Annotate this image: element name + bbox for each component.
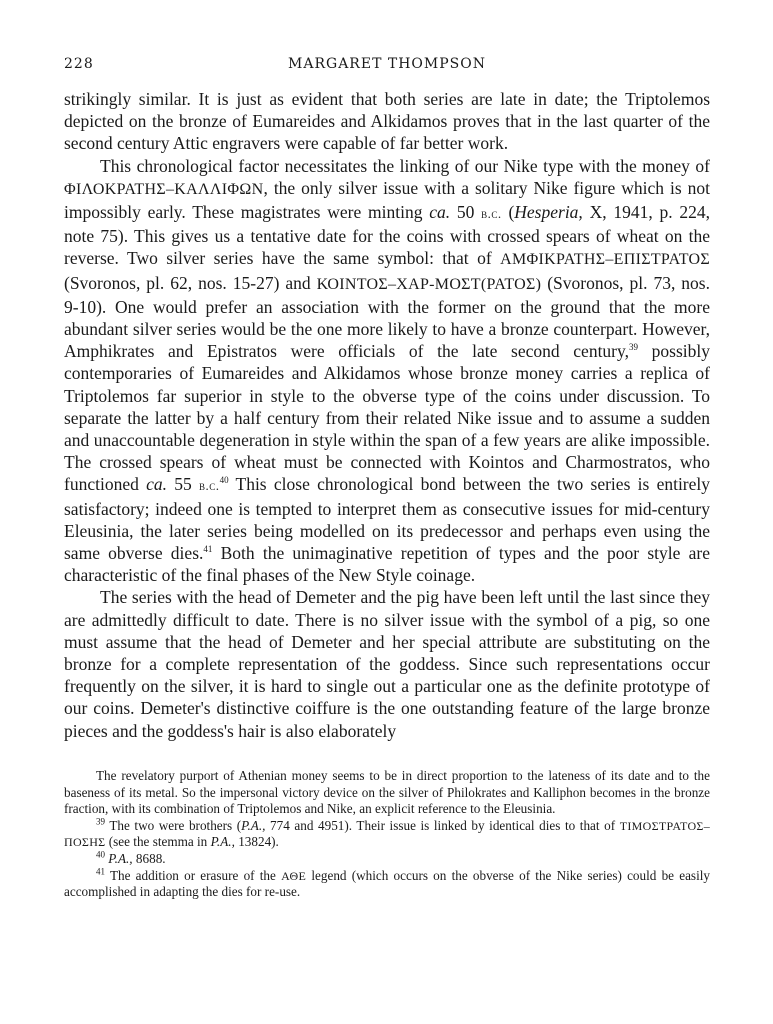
running-title: MARGARET THOMPSON	[288, 56, 486, 72]
footnote-text: 8688.	[132, 850, 166, 866]
paragraph-text: This chronological factor necessitates the linking of our Nike type with the money of	[100, 155, 710, 176]
italic-text: ca.	[146, 474, 168, 495]
footnote-ref-40[interactable]: 40	[219, 475, 229, 486]
running-head	[64, 56, 710, 76]
footnote-40	[64, 851, 710, 868]
greek-legend: ΑΜΦΙΚΡΑΤΗΣ–ΕΠΙΣΤΡΑΤΟΣ	[500, 251, 710, 269]
footnote-number: 39	[96, 816, 105, 827]
paragraph-text: 50	[450, 202, 482, 223]
footnote-text: The addition or erasure of the	[105, 867, 282, 883]
paragraph-text: possibly contemporaries of Eumareides and Alkidamos whose bronze money carries a replica of Triptolemos far superior in style to the obverse type of the coins under discussion. To separate the latter by a half century from their related Nike issue and to assume a sudden and unaccountable degeneration in style within the span of a few years are alike impossible. The crossed spears of wheat must be connected with Kointos and Charmostratos, who functioned	[64, 341, 710, 495]
italic-text: ca.	[429, 202, 451, 223]
italic-text: P.A.,	[210, 834, 235, 850]
journal-title: Hesperia,	[514, 202, 583, 223]
paragraph-1	[64, 88, 710, 155]
greek-legend: ΦΙΛΟΚΡΑΤΗΣ–ΚΑΛΛΙΦΩΝ	[64, 180, 264, 198]
footnote-ref-41[interactable]: 41	[203, 544, 213, 555]
era-abbrev: b.c.	[481, 206, 502, 222]
greek-legend: ΑΘΕ	[281, 868, 307, 883]
paragraph-text: strikingly similar. It is just as evident that both series are late in date; the Triptolemos depicted on the bronze of Eumareides and Alkidamos proves that in the last quarter of the second century Attic engravers were capable of far better work.	[64, 89, 710, 154]
paragraph-text: X, 1941, p. 224, note 75). This gives us a tentative date for the coins with crossed spears of wheat on the reverse. Two silver series have the same symbol: that of	[64, 202, 711, 269]
footnote-text: The revelatory purport of Athenian money seems to be in direct proportion to the lateness of its date and to the baseness of its metal. So the impersonal victory device on the silver of Philokrates and Kalliphon becomes in the bronze fraction, with its combination of Triptolemos and Nike, an explicit reference to the Eleusinia.	[64, 768, 710, 817]
body-text	[64, 88, 710, 742]
footnote-text: (see the stemma in	[105, 834, 211, 850]
footnote-39	[64, 818, 710, 851]
footnote-text: legend (which occurs on the obverse of the Nike series) could be easily accomplished in adapting the dies for re-use.	[64, 867, 710, 900]
paragraph-text: Both the unimaginative repetition of types and the poor style are characteristic of the final phases of the New Style coinage.	[64, 543, 710, 586]
footnote-text: The two were brothers (	[105, 817, 242, 833]
footnote-ref-39[interactable]: 39	[629, 342, 638, 353]
greek-legend: ΚΟΙΝΤΟΣ–ΧΑΡ-ΜΟΣΤ(ΡΑΤΟΣ)	[316, 275, 542, 293]
footnote-41	[64, 868, 710, 901]
paragraph-text: The series with the head of Demeter and the pig have been left until the last since they are admittedly difficult to date. There is no silver issue with the symbol of a pig, so one must assume that the head of Demeter and her special attribute are substituting on the bronze for a complete representation of the goddess. Since such representations occur frequently on the silver, it is hard to single out a particular one as the definite prototype of our coins. Demeter's distinctive coiffure is the one outstanding feature of the large bronze pieces and the goddess's hair is also elaborately	[64, 587, 710, 741]
italic-text: P.A.,	[108, 850, 133, 866]
footnote-carryover	[64, 768, 710, 818]
paragraph-2	[64, 155, 710, 587]
footnotes	[64, 768, 710, 901]
italic-text: P.A.,	[241, 817, 266, 833]
footnote-text: 13824).	[234, 834, 279, 850]
footnote-number: 40	[96, 849, 105, 860]
paragraph-text: (	[501, 202, 515, 223]
footnote-number: 41	[96, 866, 105, 877]
paragraph-text: (Svoronos, pl. 73, nos. 9-10). One would prefer an association with the former on the ground that the more abundant silver series would be the one more likely to have a bronze counterpart. However, Amphikrates and Epistratos were officials of the late second century,	[64, 272, 710, 362]
era-abbrev: b.c.	[199, 478, 220, 494]
footnote-text: 774 and 4951). Their issue is linked by identical dies to that of	[265, 817, 620, 833]
paragraph-text: 55	[167, 474, 200, 495]
paragraph-3	[64, 586, 710, 741]
greek-legend: ΤΙΜΟΣΤΡΑΤΟΣ–ΠΟΣΗΣ	[64, 818, 710, 850]
page-number: 228	[64, 56, 94, 72]
paragraph-text: , the only silver issue with a solitary Nike figure which is not impossibly early. These magistrates were minting	[64, 177, 710, 223]
paragraph-text: (Svoronos, pl. 62, nos. 15-27) and	[64, 272, 317, 293]
paragraph-text: This close chronological bond between the two series is entirely satisfactory; indeed one is tempted to interpret them as consecutive issues for mid-century Eleusinia, the later series being modelled on its predecessor and perhaps even using the same obverse dies.	[64, 474, 711, 564]
